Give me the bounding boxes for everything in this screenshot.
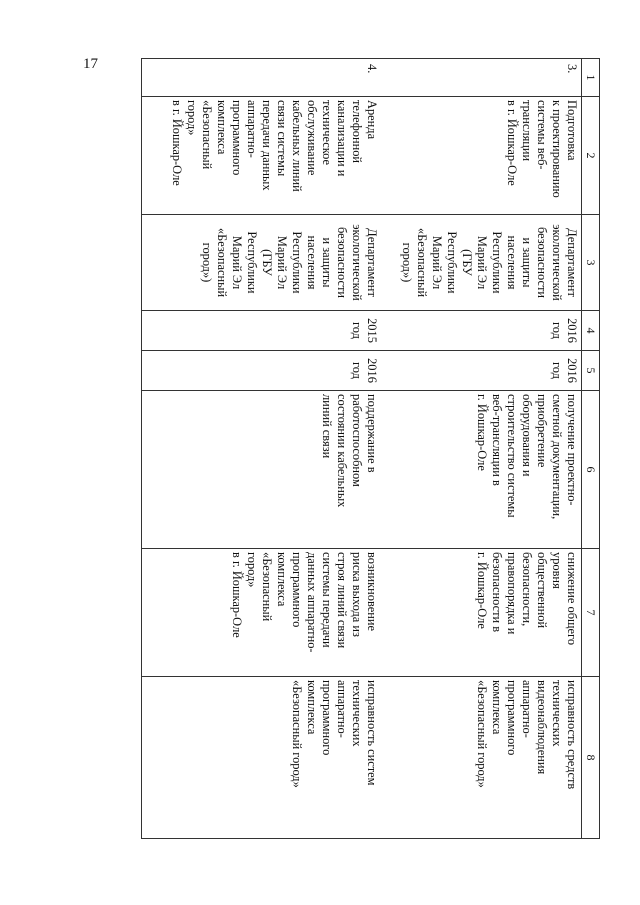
column-number: 6 (582, 391, 600, 549)
measure-name: Подготовка к проектированию системы веб- трансляции в г. Йошкар-Оле (382, 97, 582, 215)
table-row (382, 59, 582, 839)
start-year: 2015 год (142, 311, 382, 351)
column-number: 8 (582, 677, 600, 839)
expected-result: поддержание в работоспособном состоянии кабельных линий связи (142, 391, 382, 549)
column-number: 5 (582, 351, 600, 391)
column-number: 7 (582, 549, 600, 677)
column-number: 4 (582, 311, 600, 351)
expected-result: получение проектно- сметной документации, приобретение оборудования и строительство системы веб-трансляции в г. Йошкар-Оле (382, 391, 582, 549)
measures-table-rotated (120, 58, 600, 838)
end-year: 2016 год (142, 351, 382, 391)
column-number-row (582, 59, 600, 839)
measures-table (141, 58, 600, 839)
table-row (142, 59, 382, 839)
measure-name: Аренда телефонной канализации и техническое обслуживание кабельных линий связи системы передачи данных аппаратно- программного комплекса «Безопасный город» в г. Йошкар-Оле (142, 97, 382, 215)
column-number: 2 (582, 97, 600, 215)
responsible-executor: Департамент экологической безопасности и защиты населения Республики Марий Эл (ГБУ Республики Марий Эл «Безопасный город») (382, 215, 582, 311)
start-year: 2016 год (382, 311, 582, 351)
non-implementation-consequence: возникновение риска выхода из строя линий связи системы передачи данных аппаратно- программного комплекса «Безопасный город» в г. Йошкар-Оле (142, 549, 382, 677)
end-year: 2016 год (382, 351, 582, 391)
page-number: 17 (83, 56, 98, 72)
indicator-link: исправность средств технических видеонаблюдения аппаратно- программного комплекса «Безопасный город» (382, 677, 582, 839)
non-implementation-consequence: снижение общего уровня общественной безопасности, правопорядка и безопасности в г. Йошкар-Оле (382, 549, 582, 677)
column-number: 3 (582, 215, 600, 311)
row-number: 4. (142, 59, 382, 97)
indicator-link: исправность систем технических аппаратно- программного комплекса «Безопасный город» (142, 677, 382, 839)
responsible-executor: Департамент экологической безопасности и защиты населения Республики Марий Эл (ГБУ Республики Марий Эл «Безопасный город») (142, 215, 382, 311)
column-number: 1 (582, 59, 600, 97)
row-number: 3. (382, 59, 582, 97)
